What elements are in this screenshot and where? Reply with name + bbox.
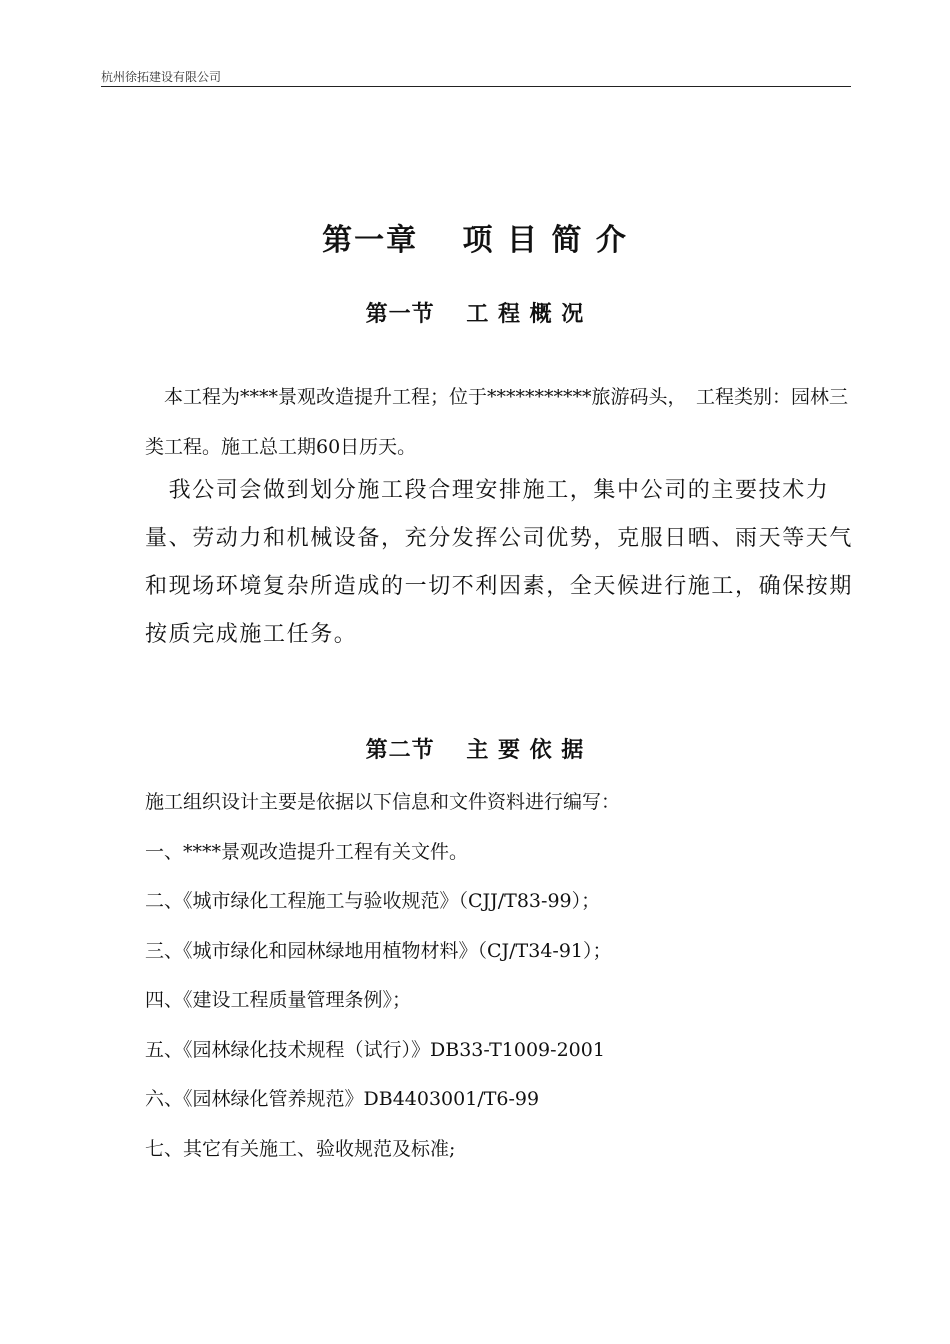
basis-item: 四、《建设工程质量管理条例》； xyxy=(145,989,412,1011)
basis-item: 七、其它有关施工、验收规范及标准; xyxy=(145,1138,456,1160)
overview-paragraph: 本工程为****景观改造提升工程；位于***********旅游码头， 工程类别：园林三类工程。施工总工期60日历天。 xyxy=(145,386,849,458)
basis-item: 五、《园林绿化技术规程（试行）》DB33-T1009-2001 xyxy=(145,1039,605,1061)
basis-item: 三、《城市绿化和园林绿地用植物材料》（CJ/T34-91）； xyxy=(145,940,612,962)
company-name: 杭州徐拓建设有限公司 xyxy=(101,70,222,84)
page-header xyxy=(101,66,851,87)
basis-item: 一、****景观改造提升工程有关文件。 xyxy=(145,841,469,863)
basis-item: 六、《园林绿化管养规范》DB4403001/T6-99 xyxy=(145,1088,540,1110)
commitment-paragraph: 我公司会做到划分施工段合理安排施工，集中公司的主要技术力量、劳动力和机械设备，充分发挥公司优势，克服日晒、雨天等天气和现场环境复杂所造成的一切不利因素，全天候进行施工，确保按期按质完成施工任务。 xyxy=(145,478,854,647)
chapter-title: 第一章 项 目 简 介 xyxy=(322,223,628,258)
section-title-basis: 第二节 主 要 依 据 xyxy=(365,738,585,763)
basis-intro: 施工组织设计主要是依据以下信息和文件资料进行编写： xyxy=(145,791,621,813)
section-title-overview: 第一节 工 程 概 况 xyxy=(365,302,585,327)
basis-item: 二、《城市绿化工程施工与验收规范》（CJJ/T83-99）； xyxy=(145,890,601,912)
